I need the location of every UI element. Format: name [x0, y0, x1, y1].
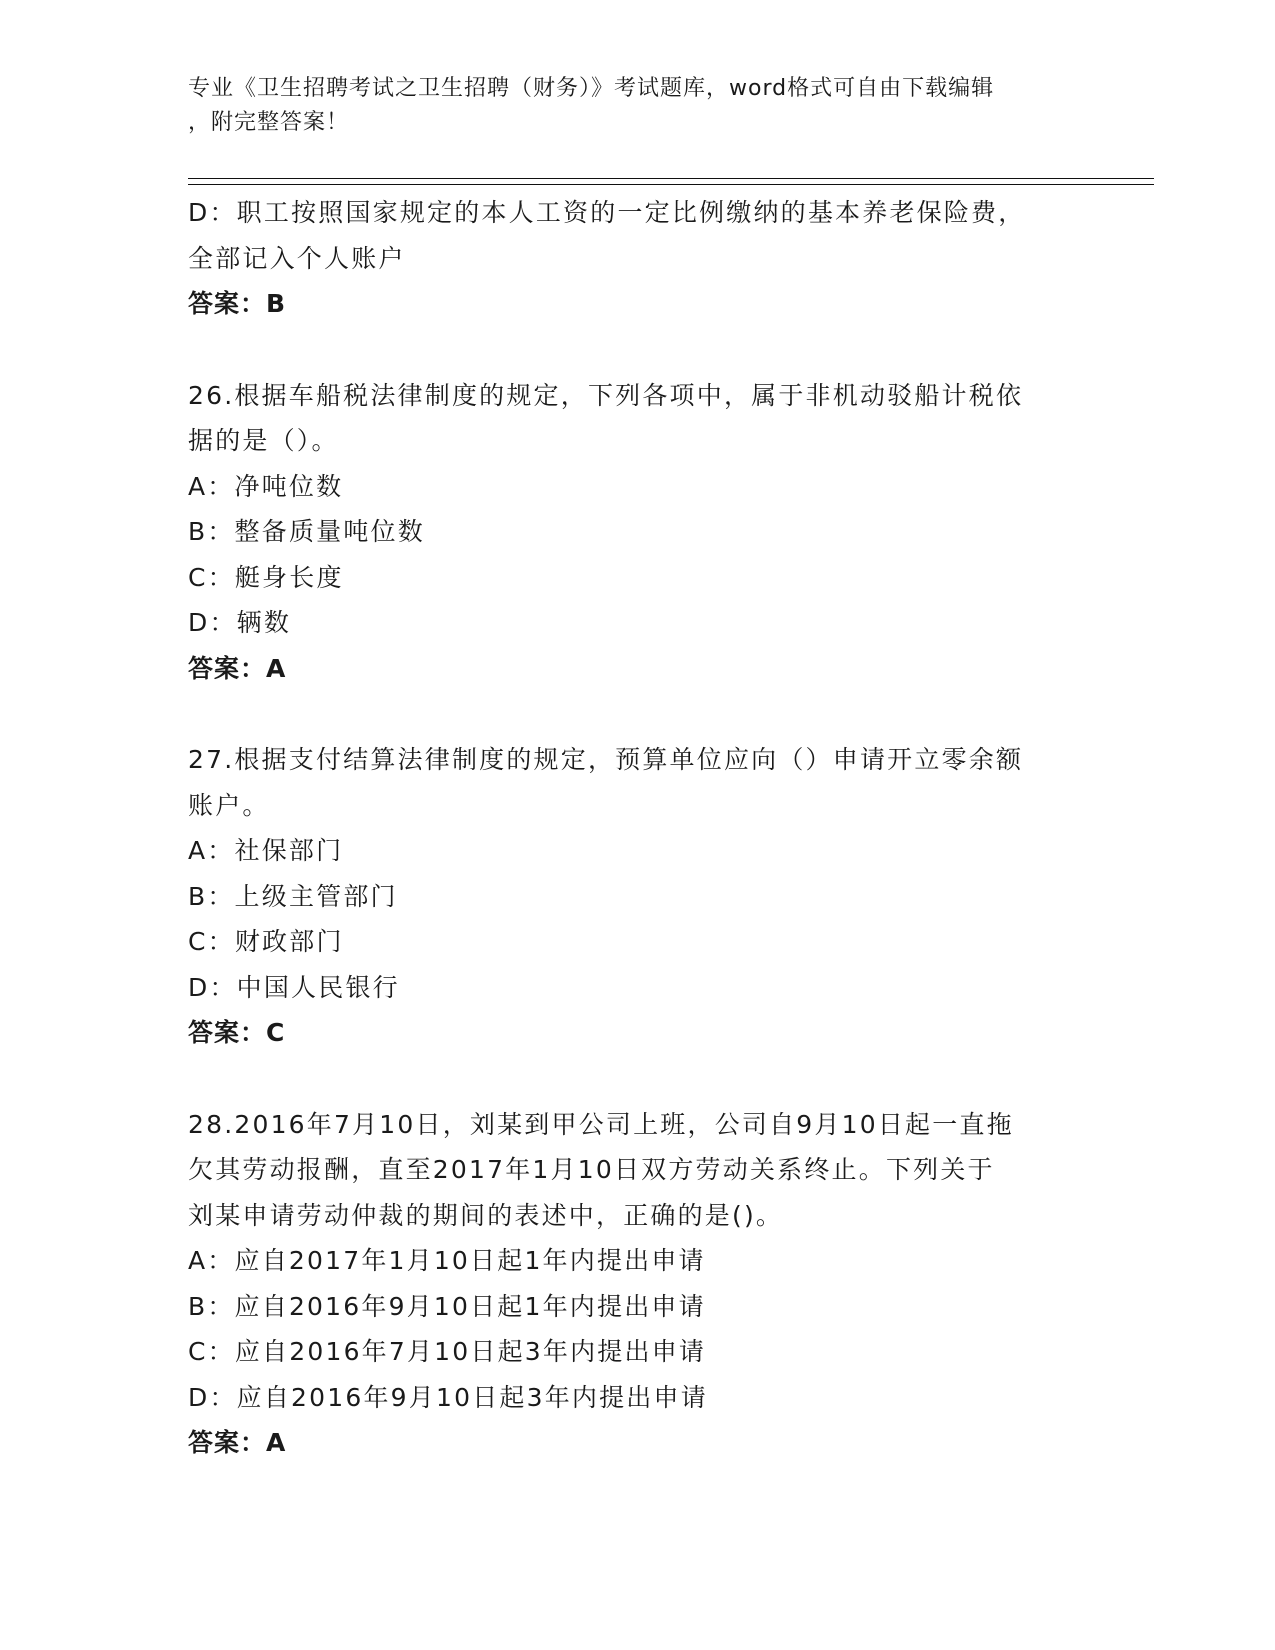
option-d: D：应自2016年9月10日起3年内提出申请: [188, 1382, 708, 1412]
question-content: [188, 190, 1088, 1466]
spacer: [188, 1056, 1088, 1102]
option-d: D：中国人民银行: [188, 972, 400, 1002]
header-line-1: 专业《卫生招聘考试之卫生招聘（财务）》考试题库，word格式可自由下载编辑: [188, 76, 995, 101]
option-b: B：应自2016年9月10日起1年内提出申请: [188, 1291, 706, 1321]
option-a: A：净吨位数: [188, 471, 344, 501]
question-25-continuation: [188, 190, 1088, 327]
option-d: D：职工按照国家规定的本人工资的一定比例缴纳的基本养老保险费，: [188, 198, 1026, 227]
option-d: D：辆数: [188, 608, 292, 637]
question-stem: 据的是（）。: [188, 426, 339, 455]
option-a: A：应自2017年1月10日起1年内提出申请: [188, 1246, 706, 1275]
question-26: [188, 373, 1088, 692]
answer-line: 答案：C: [188, 1018, 286, 1047]
question-stem: 刘某申请劳动仲裁的期间的表述中，正确的是()。: [188, 1200, 784, 1230]
question-stem: 账户。: [188, 790, 270, 820]
answer-line: 答案：A: [188, 653, 287, 683]
option-c: C：艇身长度: [188, 562, 344, 592]
header-divider-bottom: [188, 184, 1154, 185]
option-c: C：财政部门: [188, 927, 344, 956]
question-stem: 27.根据支付结算法律制度的规定，预算单位应向（）申请开立零余额: [188, 745, 1024, 774]
question-stem: 28.2016年7月10日，刘某到甲公司上班，公司自9月10日起一直拖: [188, 1109, 1014, 1139]
option-d-continued: 全部记入个人账户: [188, 243, 406, 273]
option-b: B：整备质量吨位数: [188, 517, 425, 546]
question-27: [188, 737, 1088, 1056]
header-divider-top: [188, 178, 1154, 179]
question-stem: 欠其劳动报酬，直至2017年1月10日双方劳动关系终止。下列关于: [188, 1155, 995, 1184]
option-b: B：上级主管部门: [188, 881, 398, 911]
answer-line: 答案：B: [188, 289, 287, 318]
option-c: C：应自2016年7月10日起3年内提出申请: [188, 1337, 707, 1366]
spacer: [188, 691, 1088, 737]
question-stem: 26.根据车船税法律制度的规定，下列各项中，属于非机动驳船计税依: [188, 380, 1024, 410]
option-a: A：社保部门: [188, 836, 344, 865]
header-line-2: ，附完整答案！: [188, 110, 350, 135]
document-header: [188, 72, 1088, 140]
answer-line: 答案：A: [188, 1428, 287, 1457]
question-28: [188, 1102, 1088, 1466]
spacer: [188, 327, 1088, 373]
